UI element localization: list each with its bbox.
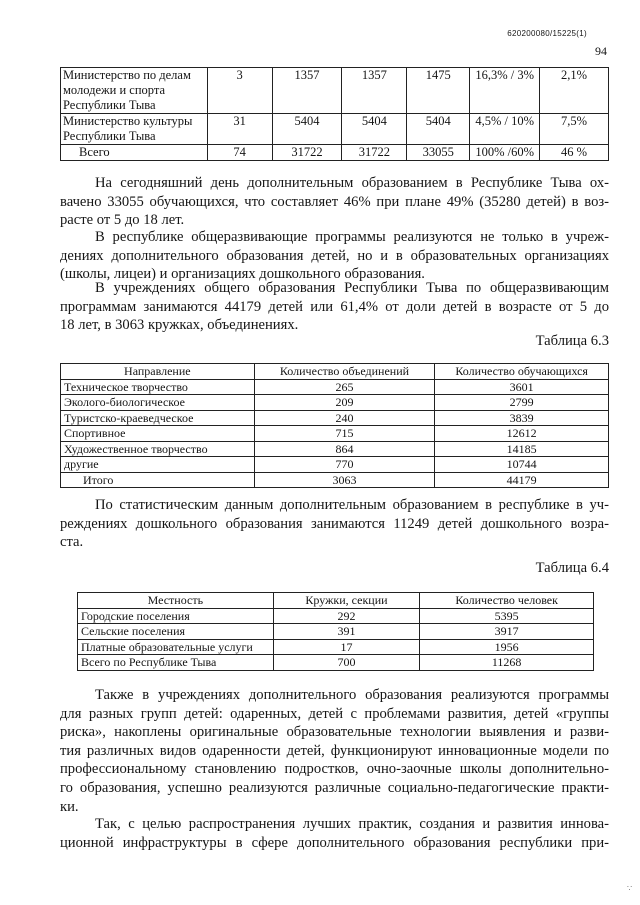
table-row bbox=[61, 410, 609, 426]
table-cell: Платные образовательные услуги bbox=[78, 639, 274, 655]
table-cell: 100% /60% bbox=[470, 145, 540, 161]
table-cell: 74 bbox=[207, 145, 272, 161]
table-cell: 209 bbox=[254, 395, 435, 411]
table-cell: 10744 bbox=[435, 457, 609, 473]
table-cell: 33055 bbox=[407, 145, 470, 161]
column-header: Направление bbox=[61, 364, 255, 380]
table-cell: Сельские поселения bbox=[78, 624, 274, 640]
table-row bbox=[61, 68, 609, 114]
table-cell: 1357 bbox=[272, 68, 342, 114]
table-cell: 700 bbox=[273, 655, 420, 671]
table-cell: 3839 bbox=[435, 410, 609, 426]
table-header-row bbox=[61, 364, 609, 380]
paragraph-best-practices: Так, с целью распространения лучших практик, создания и развития иннова- ционной инфраструктуры в сфере дополнительного образования республики при- bbox=[60, 816, 609, 851]
table-cell: 5404 bbox=[342, 114, 407, 145]
table-cell: 44179 bbox=[435, 472, 609, 488]
table-cell: 391 bbox=[273, 624, 420, 640]
column-header: Количество объединений bbox=[254, 364, 435, 380]
table-row bbox=[78, 608, 594, 624]
paragraph-general-programs: В республике общеразвивающие программы реализуются не только в учреж- дениях дополнительного образования детей, но и в образовательных организациях (школы, лицеи) и организациях дошкольного образования. bbox=[60, 229, 609, 283]
paragraph-preschool-statistics: По статистическим данным дополнительным образованием в республике в уч- реждениях дошкольного образования занимаются 11249 детей дошкольного возра- ста. bbox=[60, 497, 609, 551]
table-localities bbox=[77, 592, 594, 671]
table-cell: 1357 bbox=[342, 68, 407, 114]
table-caption-6-3: Таблица 6.3 bbox=[535, 333, 609, 349]
table-cell: Эколого-биологическое bbox=[61, 395, 255, 411]
table-cell: Всего по Республике Тыва bbox=[78, 655, 274, 671]
table-row bbox=[61, 379, 609, 395]
table-cell: 11268 bbox=[420, 655, 594, 671]
table-cell: Туристско-краеведческое bbox=[61, 410, 255, 426]
table-enrollment-by-ministry bbox=[60, 67, 609, 161]
table-cell: 46 % bbox=[540, 145, 609, 161]
paragraph-general-education: В учреждениях общего образования Республики Тыва по общеразвивающим программам занимаются 44179 детей или 61,4% от доли детей в возрасте от 5 до 18 лет, в 3063 кружках, объединениях. bbox=[60, 280, 609, 334]
table-cell: Спортивное bbox=[61, 426, 255, 442]
paragraph-programs-for-groups: Также в учреждениях дополнительного образования реализуются программы для разных групп детей: одаренных, детей с проблемами развития, детей «группы риска», накоплены оригинальные образовательные технологии выявления и разви- тия различных видов одаренности детей, функционируют инновационные модели по профессиональному становлению подростков, очно-заочные школы дополнительно- го образования, успешно реализуются различные социально-педагогические практи- ки. bbox=[60, 687, 609, 815]
table-cell: 31 bbox=[207, 114, 272, 145]
paragraph-enrollment-coverage: На сегодняшний день дополнительным образованием в Республике Тыва ох- вачено 33055 обучающихся, что составляет 46% при плане 49% (35280 детей) в воз- расте от 5 до 18 лет. bbox=[60, 175, 609, 229]
table-cell: 770 bbox=[254, 457, 435, 473]
table-cell: 3 bbox=[207, 68, 272, 114]
table-directions bbox=[60, 363, 609, 488]
table-cell: 1956 bbox=[420, 639, 594, 655]
page-number: 94 bbox=[595, 44, 607, 58]
table-row bbox=[61, 441, 609, 457]
table-cell: 2,1% bbox=[540, 68, 609, 114]
column-header: Количество обучающихся bbox=[435, 364, 609, 380]
table-total-row bbox=[61, 472, 609, 488]
table-cell: 240 bbox=[254, 410, 435, 426]
table-cell: Техническое творчество bbox=[61, 379, 255, 395]
table-row bbox=[78, 639, 594, 655]
table-cell: 7,5% bbox=[540, 114, 609, 145]
table-row bbox=[61, 426, 609, 442]
table-cell: 265 bbox=[254, 379, 435, 395]
table-cell: 292 bbox=[273, 608, 420, 624]
table-cell: Итого bbox=[61, 472, 255, 488]
table-cell: 1475 bbox=[407, 68, 470, 114]
table-cell: 31722 bbox=[272, 145, 342, 161]
table-cell: 31722 bbox=[342, 145, 407, 161]
table-cell: Министерство культуры Республики Тыва bbox=[61, 114, 208, 145]
table-cell: другие bbox=[61, 457, 255, 473]
column-header: Местность bbox=[78, 593, 274, 609]
column-header: Кружки, секции bbox=[273, 593, 420, 609]
table-cell: 3917 bbox=[420, 624, 594, 640]
table-caption-6-4: Таблица 6.4 bbox=[535, 560, 609, 576]
table-cell: 715 bbox=[254, 426, 435, 442]
table-cell: 2799 bbox=[435, 395, 609, 411]
table-cell: 3601 bbox=[435, 379, 609, 395]
document-id: 620200080/15225(1) bbox=[507, 29, 587, 38]
scan-artifact-mark: ∵ bbox=[627, 884, 633, 893]
table-cell: 12612 bbox=[435, 426, 609, 442]
table-cell: 864 bbox=[254, 441, 435, 457]
table-cell: 5395 bbox=[420, 608, 594, 624]
table-header-row bbox=[78, 593, 594, 609]
table-cell: 4,5% / 10% bbox=[470, 114, 540, 145]
table-row bbox=[78, 624, 594, 640]
table-cell: 17 bbox=[273, 639, 420, 655]
table-cell: Министерство по делам молодежи и спорта Республики Тыва bbox=[61, 68, 208, 114]
table-row bbox=[61, 145, 609, 161]
table-cell: Всего bbox=[61, 145, 208, 161]
table-cell: 3063 bbox=[254, 472, 435, 488]
column-header: Количество человек bbox=[420, 593, 594, 609]
table-row bbox=[61, 395, 609, 411]
table-cell: Художественное творчество bbox=[61, 441, 255, 457]
table-cell: 16,3% / 3% bbox=[470, 68, 540, 114]
table-cell: Городские поселения bbox=[78, 608, 274, 624]
table-row bbox=[61, 114, 609, 145]
table-cell: 5404 bbox=[407, 114, 470, 145]
table-cell: 5404 bbox=[272, 114, 342, 145]
table-cell: 14185 bbox=[435, 441, 609, 457]
table-total-row bbox=[78, 655, 594, 671]
table-row bbox=[61, 457, 609, 473]
